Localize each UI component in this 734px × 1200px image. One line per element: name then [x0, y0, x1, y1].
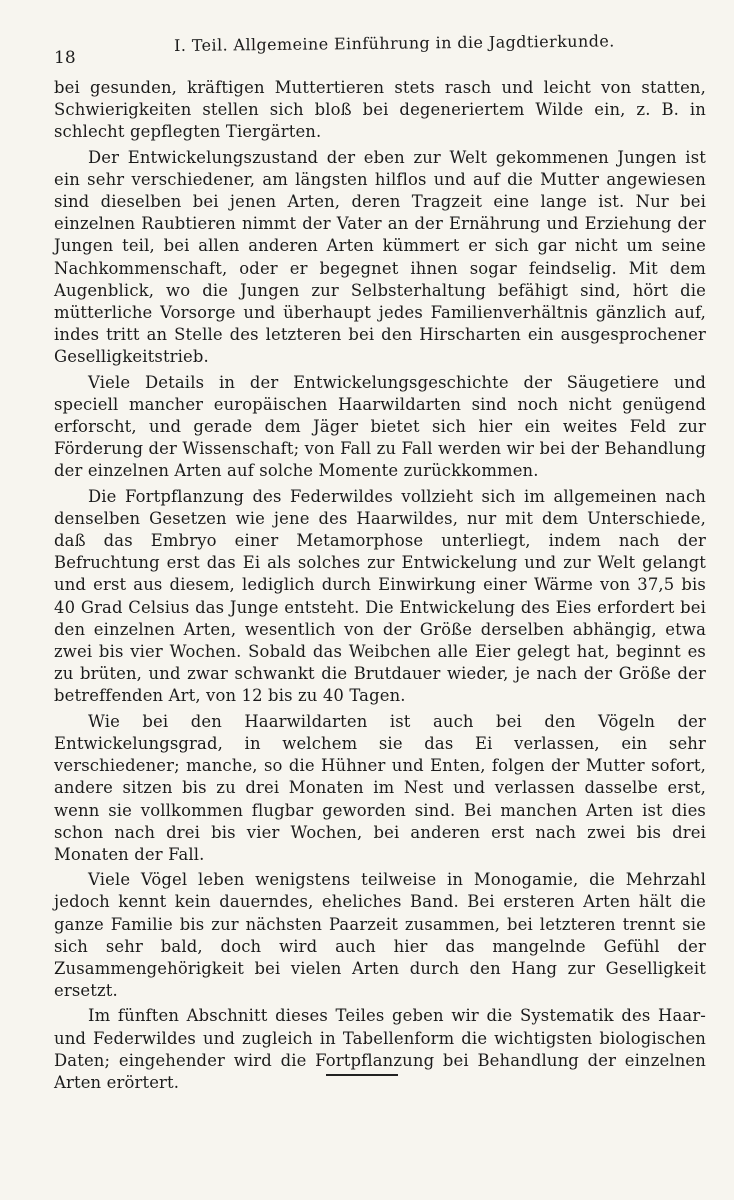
paragraph: Der Entwickelungszustand der eben zur Welt gekommenen Jungen ist ein sehr verschiedener, am längsten hilflos und auf die Mutter angewiesen sind dieselben bei jenen Arten, deren Tragzeit eine lange ist. Nur bei einzelnen Raubtieren nimmt der Vater an der Ernährung und Erziehung der Jungen teil, bei allen anderen Arten kümmert er sich gar nicht um seine Nachkommenschaft, oder er begegnet ihnen sogar feindselig. Mit dem Augenblick, wo die Jungen zur Selbsterhaltung befähigt sind, hört die mütterliche Vorsorge und überhaupt jedes Familienverhältnis gänzlich auf, indes tritt an Stelle des letzteren bei den Hirscharten ein ausgesprochener Geselligkeitstrieb.: [54, 147, 706, 367]
paragraph: Viele Details in der Entwickelungsgeschichte der Säugetiere und speciell mancher europäischen Haarwildarten sind noch nicht genügend erforscht, und gerade dem Jäger bietet sich hier ein weites Feld zur Förderung der Wissenschaft; von Fall zu Fall werden wir bei der Behandlung der einzelnen Arten auf solche Momente zurückkommen.: [54, 372, 706, 481]
paragraph: Viele Vögel leben wenigstens teilweise in Monogamie, die Mehrzahl jedoch kennt kein dauerndes, eheliches Band. Bei ersteren Arten hält die ganze Familie bis zur nächsten Paarzeit zusammen, bei letzteren trennt sie sich sehr bald, doch wird auch hier das mangelnde Gefühl der Zusammengehörigkeit bei vielen Arten durch den Hang zur Geselligkeit ersetzt.: [54, 870, 706, 1001]
paragraph: Wie bei den Haarwildarten ist auch bei den Vögeln der Entwickelungsgrad, in welchem sie das Ei verlassen, ein sehr verschiedener; manche, so die Hühner und Enten, folgen der Mutter sofort, andere sitzen bis zu drei Monaten im Nest und verlassen dasselbe erst, wenn sie vollkommen flugbar geworden sind. Bei manchen Arten ist dies schon nach drei bis vier Wochen, bei anderen erst nach zwei bis drei Monaten der Fall.: [54, 711, 706, 864]
running-title: I. Teil. Allgemeine Einführung in die Jagdtierkunde.: [174, 31, 615, 55]
paragraph: Die Fortpflanzung des Federwildes vollzieht sich im allgemeinen nach denselben Gesetzen wie jene des Haarwildes, nur mit dem Unterschiede, daß das Embryo einer Metamorphose unterliegt, indem nach der Befruchtung erst das Ei als solches zur Entwickelung und zur Welt gelangt und erst aus diesem, lediglich durch Einwirkung einer Wärme von 37,5 bis 40 Grad Celsius das Junge entsteht. Die Entwickelung des Eies erfordert bei den einzelnen Arten, wesentlich von der Größe derselben abhängig, etwa zwei bis vier Wochen. Sobald das Weibchen alle Eier gelegt hat, beginnt es zu brüten, und zwar schwankt die Brutdauer wieder, je nach der Größe der betreffenden Art, von 12 bis zu 40 Tagen.: [54, 486, 706, 706]
page-header: [54, 31, 674, 68]
page-number: 18: [54, 48, 76, 68]
page-body: [54, 77, 706, 1097]
section-end-rule: [326, 1074, 398, 1076]
paragraph-continuation: bei gesunden, kräftigen Muttertieren stets rasch und leicht von statten, Schwierigkeiten stellen sich bloß bei degeneriertem Wilde ein, z. B. in schlecht gepflegten Tiergärten.: [54, 78, 706, 142]
paragraph: Im fünften Abschnitt dieses Teiles geben wir die Systematik des Haar- und Federwildes und zugleich in Tabellenform die wichtigsten biologischen Daten; eingehender wird die Fortpflanzung bei Behandlung der einzelnen Arten erörtert.: [54, 1006, 706, 1092]
